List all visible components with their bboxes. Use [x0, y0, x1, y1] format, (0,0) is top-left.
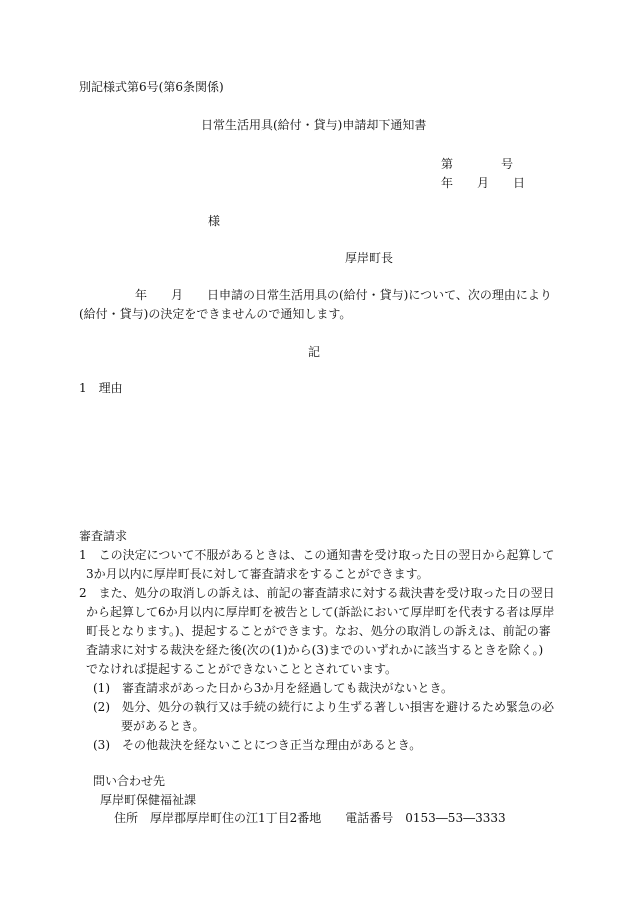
- appeal-sub-item: (3) その他裁決を経ないことにつき正当な理由があるとき。: [93, 738, 422, 752]
- reason-heading: 1 理由: [79, 381, 123, 395]
- appeal-line: でなければ提起することができないこととされています。: [86, 662, 398, 676]
- sender-name: 厚岸町長: [345, 251, 394, 265]
- document-title: 日常生活用具(給付・貸与)申請却下通知書: [201, 118, 427, 132]
- issue-date: 年 月 日: [441, 176, 526, 190]
- appeal-line: 査請求に対する裁決を経た後(次の(1)から(3)までのいずれかに該当するときを除く。): [86, 643, 544, 657]
- appeal-sub-item-continued: 要があるとき。: [121, 719, 205, 733]
- body-line-2: (給付・貸与)の決定をできませんので通知します。: [79, 307, 352, 321]
- appeal-line: 2 また、処分の取消しの訴えは、前記の審査請求に対する裁決書を受け取った日の翌日: [79, 586, 555, 600]
- contact-heading: 問い合わせ先: [93, 774, 166, 788]
- contact-department: 厚岸町保健福祉課: [100, 793, 197, 807]
- appeal-heading: 審査請求: [79, 529, 128, 543]
- body-line-1: 年 月 日申請の日常生活用具の(給付・貸与)について、次の理由により: [135, 288, 552, 302]
- addressee-suffix: 様: [208, 214, 221, 228]
- appeal-line: 3か月以内に厚岸町長に対して審査請求をすることができます。: [86, 567, 429, 581]
- appeal-line: 1 この決定について不服があるときは、この通知書を受け取った日の翌日から起算して: [79, 548, 555, 562]
- contact-address-phone: 住所 厚岸郡厚岸町住の江1丁目2番地 電話番号 0153―53―3333: [114, 811, 506, 825]
- document-number: 第 号: [441, 157, 514, 171]
- form-label: 別記様式第6号(第6条関係): [79, 80, 224, 94]
- appeal-line: 町長となります。)、提起することができます。なお、処分の取消しの訴えは、前記の審: [86, 624, 551, 638]
- ki-heading: 記: [308, 345, 321, 359]
- appeal-sub-item: (1) 審査請求があった日から3か月を経過しても裁決がないとき。: [93, 681, 454, 695]
- appeal-line: から起算して6か月以内に厚岸町を被告として(訴訟において厚岸町を代表する者は厚岸: [86, 605, 555, 619]
- appeal-sub-item: (2) 処分、処分の執行又は手続の続行により生ずる著しい損害を避けるため緊急の必: [93, 700, 555, 714]
